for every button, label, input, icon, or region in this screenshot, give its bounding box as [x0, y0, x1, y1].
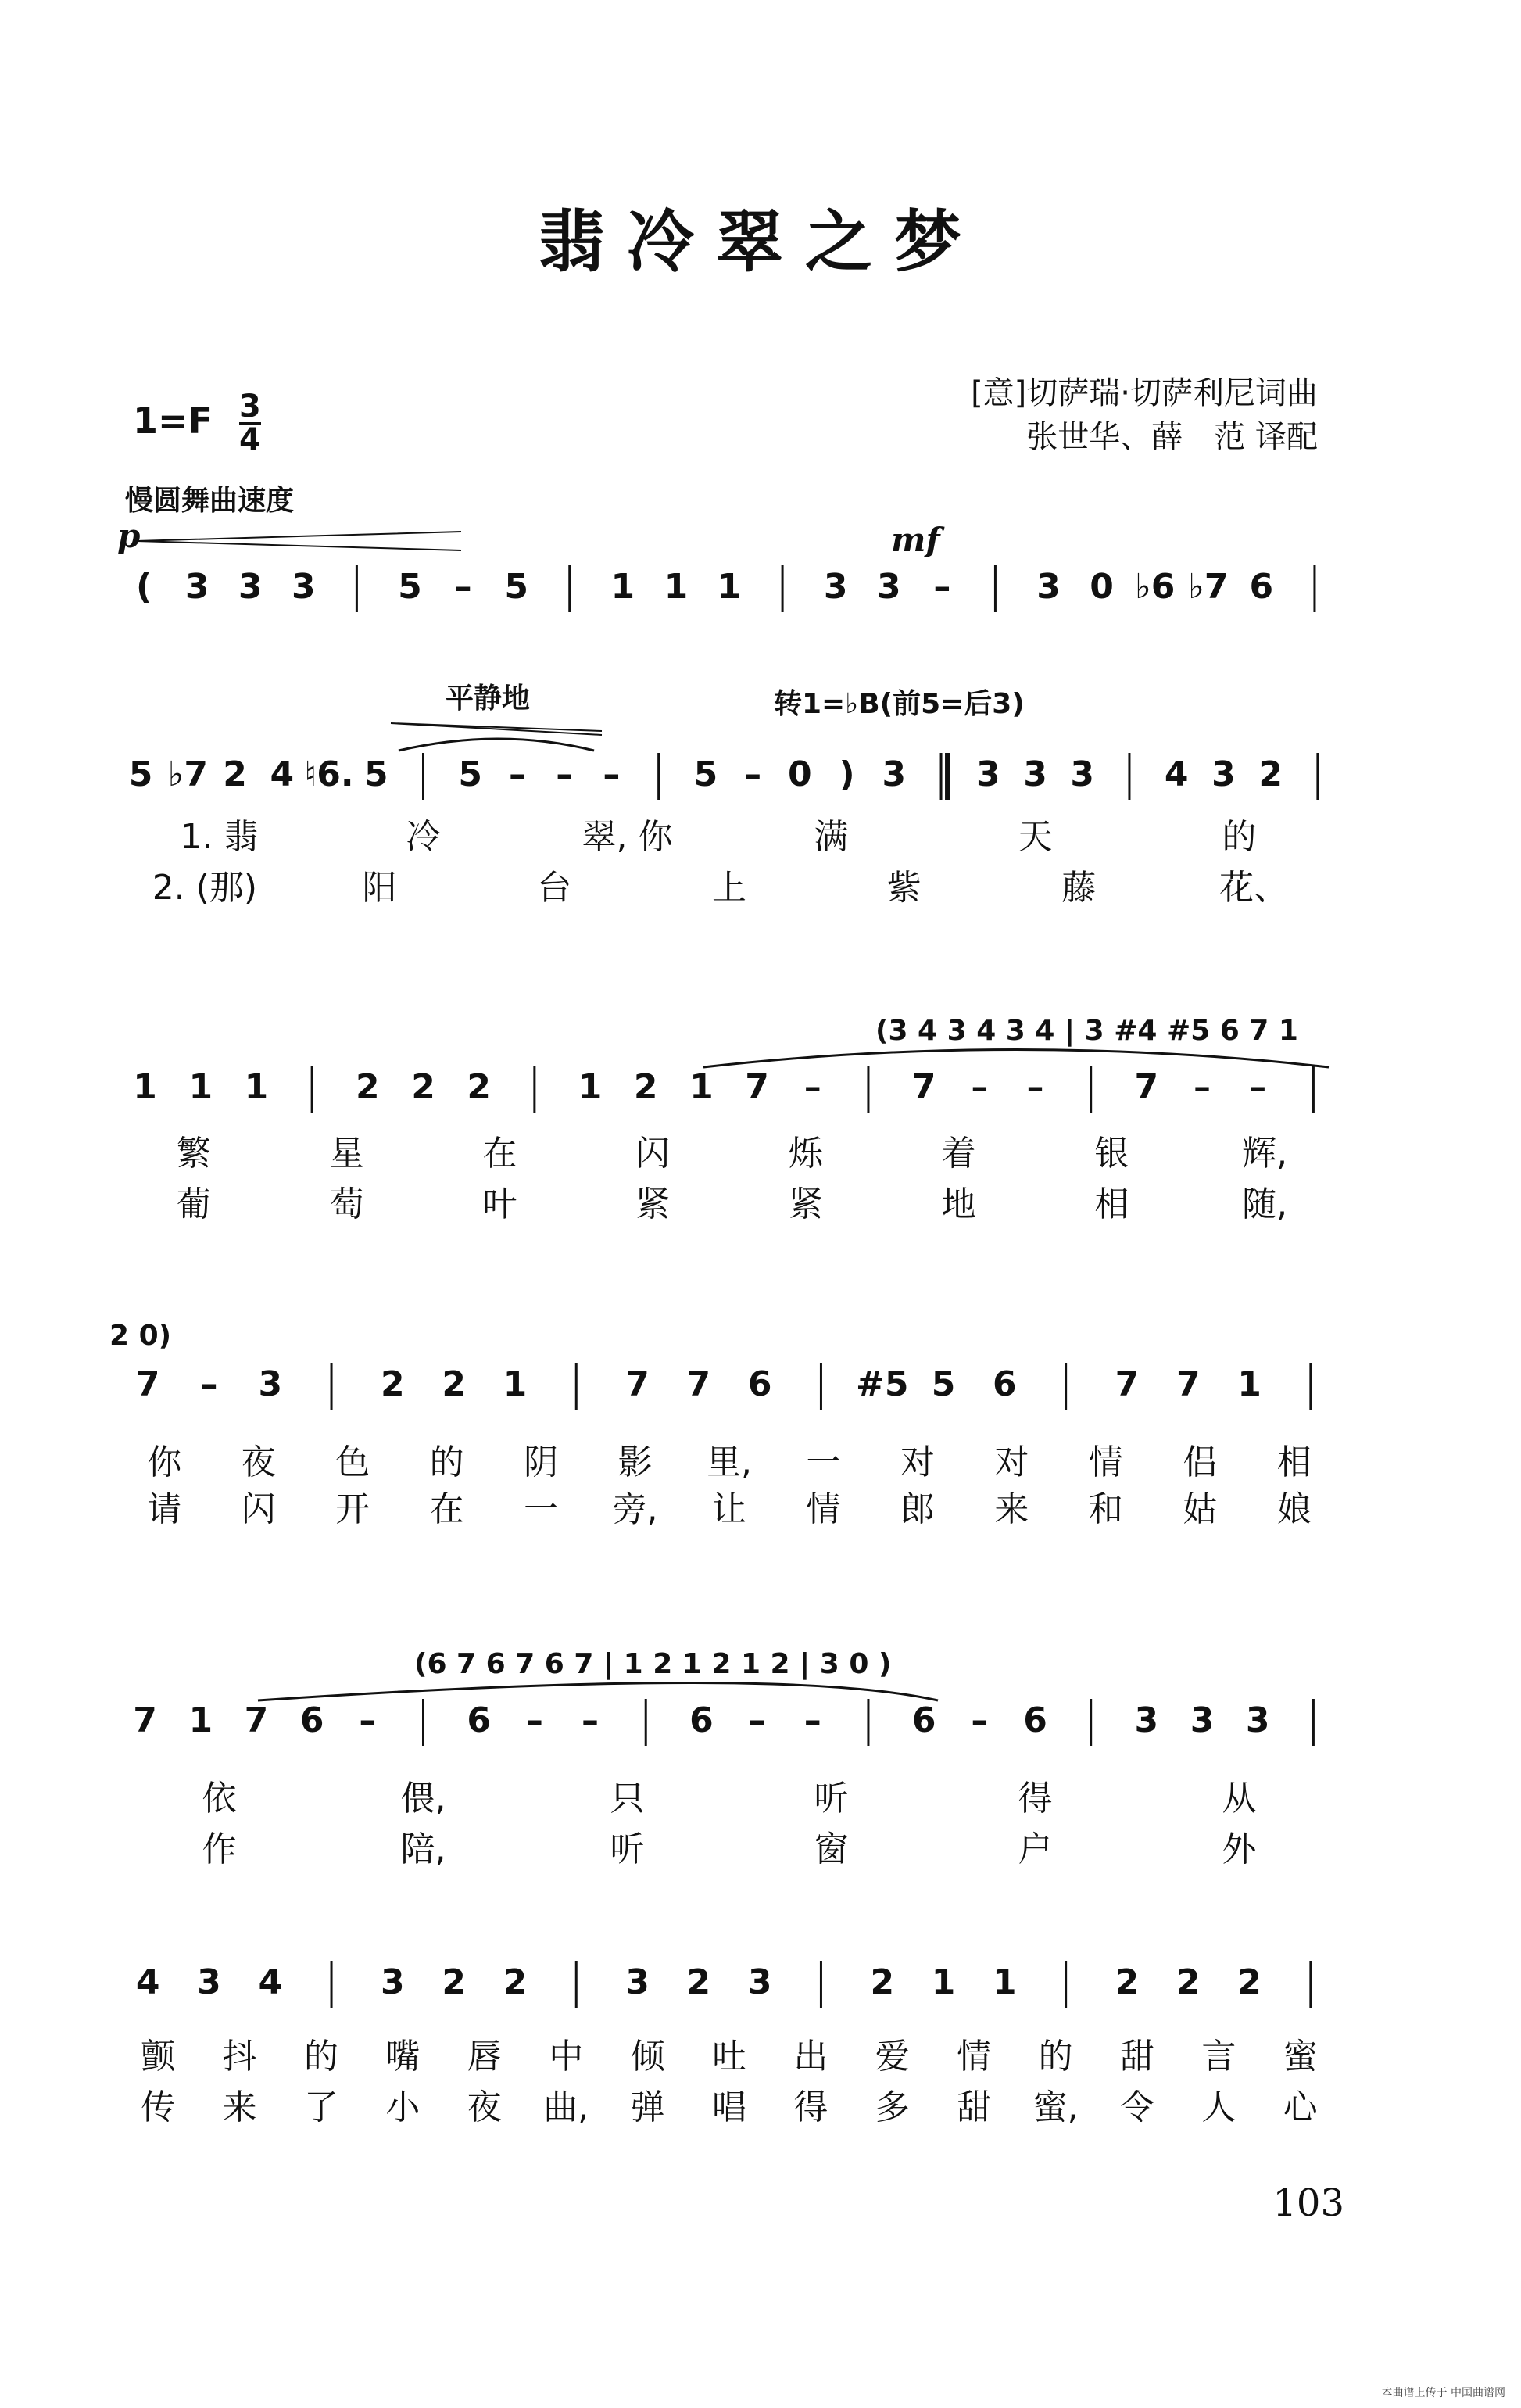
lyric-word: 阳 [362, 868, 397, 908]
title: 翡冷翠之梦 [538, 202, 983, 281]
note: ) [839, 754, 855, 794]
lyric-word: 甜 [957, 2087, 992, 2127]
note: 7 [911, 1067, 936, 1107]
lyric-word: 的 [1222, 817, 1257, 857]
note: 6 [467, 1700, 491, 1740]
note: 7 [625, 1364, 650, 1404]
lyric-word: 多 [875, 2087, 910, 2127]
note: 5 [128, 754, 153, 794]
lyric-word: 夜 [241, 1442, 276, 1482]
lyric-word: 和 [1088, 1489, 1123, 1529]
note: – [971, 1067, 989, 1107]
slur [399, 739, 594, 751]
lyric-word: 令 [1120, 2087, 1154, 2127]
note: 6 [299, 1700, 324, 1740]
lyric-word: 户 [1018, 1829, 1053, 1869]
note: 1 [1237, 1364, 1262, 1404]
lyric-word: 蜜, [1032, 2087, 1079, 2127]
note: 6 [911, 1700, 936, 1740]
note: 7 [1134, 1067, 1159, 1107]
note: 7 [133, 1700, 157, 1740]
lyric-word: 倾 [630, 2037, 665, 2077]
note: – [748, 1700, 766, 1740]
lyric-word: 唱 [712, 2087, 746, 2127]
lyric-word: 闪 [635, 1134, 671, 1174]
note: – [200, 1364, 218, 1404]
note: 0 [788, 754, 812, 794]
lyric-word: 中 [549, 2037, 584, 2077]
note: 3 [882, 754, 907, 794]
lyric-word: 姑 [1183, 1489, 1218, 1529]
lyric-word: 藤 [1061, 868, 1097, 908]
note: 2 [870, 1962, 895, 2002]
note: 2 [411, 1067, 435, 1107]
lyric-word: 花、 [1219, 868, 1289, 908]
note: 3 [1070, 754, 1095, 794]
lyric-word: 嘴 [385, 2037, 421, 2077]
lyric-word: 情 [957, 2037, 992, 2077]
note: ♭6 [1135, 567, 1176, 607]
footer-credit: 本曲谱上传于 中国曲谱网 [1381, 2387, 1505, 2399]
lyric-word: 着 [941, 1134, 976, 1174]
lyric-word: 旁, [612, 1489, 658, 1529]
lyric-word: 翠, 你 [582, 817, 673, 857]
lyric-word: 叶 [482, 1184, 517, 1224]
note: 2 [503, 1962, 528, 2002]
note: 1 [503, 1364, 528, 1404]
lyric-word: 依 [202, 1779, 237, 1819]
lyric-word: 台 [537, 868, 572, 908]
lyric-word: 阴 [524, 1442, 559, 1482]
lyric-word: 在 [482, 1134, 517, 1174]
crescendo-hairpin [391, 723, 602, 735]
lyric-word: 吐 [712, 2037, 746, 2077]
note: – [582, 1700, 599, 1740]
lyric-word: 外 [1222, 1829, 1257, 1869]
note: 3 [1023, 754, 1047, 794]
lyric-word: 紧 [788, 1184, 823, 1224]
lyric-word: 小 [385, 2087, 421, 2127]
slur [258, 1683, 938, 1701]
expression-mark: p [117, 517, 141, 555]
lyric-word: 听 [814, 1779, 849, 1819]
note: 3 [381, 1962, 405, 2002]
lyric-word: 唇 [467, 2037, 502, 2077]
lyric-word: 的 [1038, 2037, 1073, 2077]
lyric-word: 甜 [1120, 2037, 1154, 2077]
note: 5 [458, 754, 483, 794]
note: 3 [258, 1364, 283, 1404]
lyric-word: 开 [335, 1489, 370, 1529]
note: 1 [993, 1962, 1017, 2002]
note: 6 [747, 1364, 772, 1404]
lyric-word: 天 [1018, 817, 1053, 857]
key-text: 1=F [133, 400, 213, 442]
note: 3 [197, 1962, 221, 2002]
note: – [803, 1067, 821, 1107]
note: 5 [693, 754, 718, 794]
lyric-word: 抖 [222, 2037, 257, 2077]
note: – [971, 1700, 989, 1740]
lyric-word: 郎 [900, 1489, 935, 1529]
lyric-word: 心 [1283, 2087, 1318, 2127]
note: 6 [1249, 567, 1274, 607]
expression-mark: 平静地 [446, 683, 531, 715]
lyric-word: 色 [335, 1442, 370, 1482]
lyric-word: 地 [941, 1184, 976, 1224]
note: 2 [1176, 1962, 1201, 2002]
lyric-word: 颤 [141, 2037, 176, 2077]
lyric-word: 偎, [400, 1779, 446, 1819]
note: 3 [1245, 1700, 1270, 1740]
note: 1 [717, 567, 742, 607]
note: 3 [747, 1962, 772, 2002]
note: 2 [381, 1364, 405, 1404]
note: 3 [1211, 754, 1236, 794]
lyric-word: 传 [141, 2087, 176, 2127]
lyric-word: 出 [793, 2037, 828, 2077]
note: 7 [1176, 1364, 1201, 1404]
lyric-word: 的 [429, 1442, 464, 1482]
note: 4 [258, 1962, 283, 2002]
lyric-word: 相 [1276, 1442, 1312, 1482]
lyric-word: 1. 翡 [180, 817, 259, 857]
note: 3 [291, 567, 316, 607]
note: 2 [1115, 1962, 1140, 2002]
lyric-word: 繁 [176, 1134, 211, 1174]
note: 2 [1237, 1962, 1262, 2002]
lyric-word: 作 [202, 1829, 237, 1869]
expression-mark: 2 0) [109, 1320, 172, 1352]
lyric-word: 侣 [1183, 1442, 1218, 1482]
note: – [556, 754, 574, 794]
note: – [744, 754, 762, 794]
note: 4 [1164, 754, 1189, 794]
tempo-marking: 慢圆舞曲速度 [125, 485, 295, 517]
crescendo-hairpin [137, 532, 461, 550]
note: 1 [188, 1700, 213, 1740]
note: 2 [442, 1364, 466, 1404]
lyric-word: 紫 [886, 868, 922, 908]
page-number: 103 [1272, 2181, 1344, 2225]
lyric-word: 陪, [400, 1829, 446, 1869]
expression-mark: mf [891, 521, 940, 559]
note: 1 [610, 567, 635, 607]
note: 2 [467, 1067, 491, 1107]
note: ♮6. [304, 754, 354, 794]
lyric-word: 了 [304, 2087, 338, 2127]
lyric-word: 得 [1018, 1779, 1053, 1819]
lyric-word: 弹 [630, 2087, 665, 2127]
lyric-word: 言 [1201, 2037, 1236, 2077]
lyric-word: 上 [712, 868, 746, 908]
note: 3 [1190, 1700, 1215, 1740]
lyric-word: 只 [610, 1779, 645, 1819]
note: 3 [1134, 1700, 1159, 1740]
lyric-word: 辉, [1242, 1134, 1288, 1174]
lyric-word: 里, [707, 1442, 752, 1482]
lyric-word: 对 [900, 1442, 935, 1482]
lyric-word: 烁 [788, 1134, 823, 1174]
note: 3 [625, 1962, 650, 2002]
lyric-word: 银 [1094, 1134, 1129, 1174]
time-bottom: 4 [239, 422, 261, 458]
lyric-word: 葡 [176, 1184, 211, 1224]
lyric-word: 相 [1094, 1184, 1129, 1224]
note: 5 [363, 754, 388, 794]
note: 3 [876, 567, 901, 607]
note: 1 [689, 1067, 714, 1107]
note: 2 [1258, 754, 1283, 794]
composer-credit: [意]切萨瑞·切萨利尼词曲 [971, 375, 1318, 411]
lyric-word: 请 [147, 1489, 182, 1529]
lyric-word: 闪 [241, 1489, 276, 1529]
lyric-word: 来 [222, 2087, 257, 2127]
lyric-word: 一 [524, 1489, 559, 1529]
translator-credit: 张世华、薛 范 译配 [1026, 419, 1318, 455]
note: 5 [504, 567, 528, 607]
note: 6 [689, 1700, 714, 1740]
lyric-word: 听 [610, 1829, 645, 1869]
expression-mark: (3 4 3 4 3 4 | 3 #4 #5 6 7 1 [875, 1015, 1298, 1047]
note: 3 [238, 567, 263, 607]
lyric-word: 夜 [467, 2087, 502, 2127]
lyric-word: 在 [429, 1489, 464, 1529]
lyric-word: 2. (那) [152, 868, 258, 908]
note: – [1194, 1067, 1211, 1107]
lyric-word: 随, [1242, 1184, 1288, 1224]
lyric-word: 情 [1088, 1442, 1123, 1482]
lyric-word: 娘 [1276, 1489, 1312, 1529]
note: – [933, 567, 951, 607]
lyric-word: 萄 [329, 1184, 364, 1224]
note: 1 [133, 1067, 157, 1107]
lyric-word: 窗 [814, 1829, 849, 1869]
lyric-word: 来 [994, 1489, 1029, 1529]
lyric-word: 曲, [543, 2087, 589, 2127]
slur [703, 1050, 1329, 1068]
lyric-word: 爱 [875, 2037, 910, 2077]
lyric-word: 对 [994, 1442, 1029, 1482]
note: 1 [931, 1962, 956, 2002]
lyric-word: 你 [147, 1442, 182, 1482]
note: 3 [1036, 567, 1061, 607]
note: 3 [975, 754, 1000, 794]
note: – [603, 754, 621, 794]
expression-mark: 转1=♭B(前5=后3) [774, 688, 1025, 720]
note: 1 [244, 1067, 269, 1107]
note: 4 [135, 1962, 160, 2002]
note: 5 [931, 1364, 956, 1404]
note: #5 [856, 1364, 909, 1404]
note: 2 [223, 754, 247, 794]
note: ( [135, 567, 152, 607]
note: 6 [1023, 1700, 1047, 1740]
note: 2 [356, 1067, 380, 1107]
note: – [1249, 1067, 1267, 1107]
note: 7 [686, 1364, 711, 1404]
note: – [508, 754, 526, 794]
note: – [359, 1700, 377, 1740]
time-top: 3 [239, 389, 261, 425]
lyric-word: 从 [1222, 1779, 1257, 1819]
note: 2 [633, 1067, 658, 1107]
note: 7 [1115, 1364, 1140, 1404]
note: – [803, 1700, 821, 1740]
note: 7 [244, 1700, 269, 1740]
note: 0 [1090, 567, 1114, 607]
note: 4 [270, 754, 295, 794]
lyric-word: 的 [304, 2037, 338, 2077]
lyric-word: 蜜 [1283, 2037, 1318, 2077]
note: ♭7 [1188, 567, 1229, 607]
lyric-word: 人 [1201, 2087, 1236, 2127]
note: – [1026, 1067, 1044, 1107]
lyric-word: 一 [806, 1442, 841, 1482]
lyric-word: 情 [806, 1489, 841, 1529]
note: 7 [135, 1364, 160, 1404]
note: – [525, 1700, 543, 1740]
lyric-word: 得 [793, 2087, 828, 2127]
lyric-word: 紧 [635, 1184, 671, 1224]
note: 2 [442, 1962, 466, 2002]
note: 3 [823, 567, 848, 607]
note: 6 [993, 1364, 1017, 1404]
expression-mark: (6 7 6 7 6 7 | 1 2 1 2 1 2 | 3 0 ) [414, 1648, 892, 1680]
note: 1 [188, 1067, 213, 1107]
lyric-word: 让 [712, 1489, 746, 1529]
lyric-word: 星 [329, 1134, 364, 1174]
note: 5 [398, 567, 422, 607]
lyric-word: 影 [617, 1442, 653, 1482]
note: 7 [745, 1067, 769, 1107]
lyric-word: 冷 [406, 817, 441, 857]
lyric-word: 满 [814, 817, 849, 857]
note: 3 [184, 567, 209, 607]
note: – [454, 567, 472, 607]
note: ♭7 [167, 754, 209, 794]
note: 1 [664, 567, 689, 607]
note: 2 [686, 1962, 711, 2002]
note: 1 [578, 1067, 603, 1107]
